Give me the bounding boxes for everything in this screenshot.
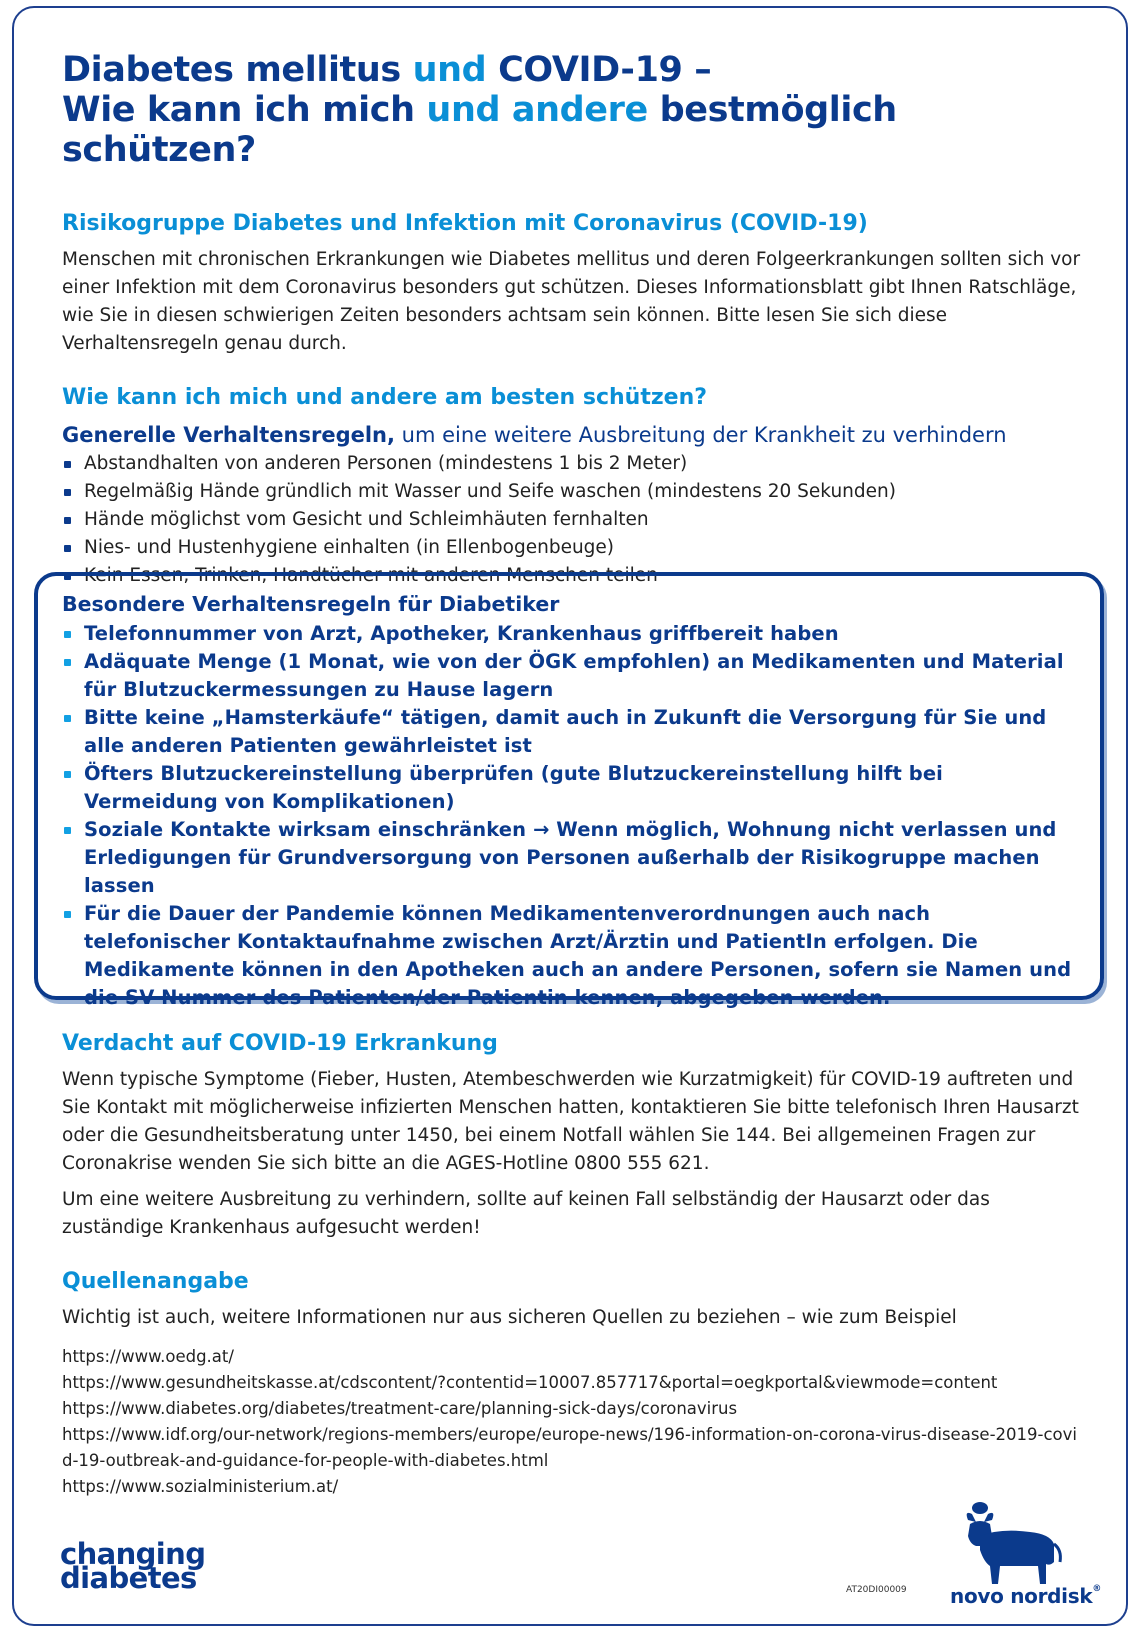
special-rules-inner <box>62 590 1082 1012</box>
top-content <box>62 50 1082 616</box>
risk-heading: Risikogruppe Diabetes und Infektion mit Coronavirus (COVID-19) <box>62 211 868 236</box>
risk-section <box>62 210 1082 358</box>
protect-heading: Wie kann ich mich und andere am besten schützen? <box>62 385 707 410</box>
title-line-2: Wie kann ich mich und andere bestmöglich schützen? <box>62 90 897 170</box>
sources-heading: Quellenangabe <box>62 1269 249 1294</box>
lower-content <box>62 1030 1082 1526</box>
sources-section <box>62 1268 1082 1500</box>
list-item: Telefonnummer von Arzt, Apotheker, Krankenhaus griffbereit haben <box>62 620 1082 648</box>
protect-subhead: Generelle Verhaltensregeln, um eine weitere Ausbreitung der Krankheit zu verhindern <box>62 423 1007 447</box>
suspicion-heading: Verdacht auf COVID-19 Erkrankung <box>62 1031 498 1056</box>
list-item: Bitte keine „Hamsterkäufe“ tätigen, damit auch in Zukunft die Versorgung für Sie und alle anderen Patienten gewährleistet ist <box>62 704 1082 760</box>
list-item: Regelmäßig Hände gründlich mit Wasser und Seife waschen (mindestens 20 Sekunden) <box>62 478 1082 506</box>
list-item: Kein Essen, Trinken, Handtücher mit anderen Menschen teilen <box>62 562 1082 590</box>
list-item: Abstandhalten von anderen Personen (mindestens 1 bis 2 Meter) <box>62 450 1082 478</box>
title-line-1: Diabetes mellitus und COVID-19 – <box>62 50 712 90</box>
risk-text: Menschen mit chronischen Erkrankungen wie Diabetes mellitus und deren Folgeerkrankungen sollten sich vor einer Infektion mit dem Coronavirus besonders gut schützen. Dieses Informationsblatt gibt Ihnen Ratschläge, wie Sie in diesen schwierigen Zeiten besonders achtsam sein können. Bitte lesen Sie sich diese Verhaltensregeln genau durch. <box>62 249 1081 354</box>
source-url[interactable]: https://www.diabetes.org/diabetes/treatment-care/planning-sick-days/coronavirus <box>62 1399 738 1418</box>
suspicion-section <box>62 1030 1082 1242</box>
changing-diabetes-logo: changing diabetes <box>60 1537 206 1595</box>
source-url[interactable]: https://www.gesundheitskasse.at/cdscontent/?contentid=10007.857717&portal=oegkportal&viewmode=content <box>62 1373 998 1392</box>
source-url[interactable]: https://www.idf.org/our-network/regions-members/europe/europe-news/196-information-on-corona-virus-disease-2019-covid-19-outbreak-and-guidance-for-people-with-diabetes.html <box>62 1425 1077 1470</box>
general-rules-list <box>62 450 1082 590</box>
novo-nordisk-logo: novo nordisk® <box>950 1584 1102 1608</box>
list-item: Nies- und Hustenhygiene einhalten (in Ellenbogenbeuge) <box>62 534 1082 562</box>
source-url[interactable]: https://www.oedg.at/ <box>62 1347 234 1366</box>
sources-intro: Wichtig ist auch, weitere Informationen nur aus sicheren Quellen zu beziehen – wie zum Beispiel <box>62 1307 957 1328</box>
registered-mark: ® <box>1092 1584 1102 1594</box>
suspicion-text-1: Wenn typische Symptome (Fieber, Husten, Atembeschwerden wie Kurzatmigkeit) für COVID-19 auftreten und Sie Kontakt mit möglicherweise infizierten Menschen hatten, kontaktieren Sie bitte telefonisch Ihren Hausarzt oder die Gesundheitsberatung unter 1450, bei einem Notfall wählen Sie 144. Bei allgemeinen Fragen zur Coronakrise wenden Sie sich bitte an die AGES-Hotline 0800 555 621. <box>62 1069 1079 1174</box>
special-heading: Besondere Verhaltensregeln für Diabetiker <box>62 592 560 616</box>
suspicion-text-2: Um eine weitere Ausbreitung zu verhindern, sollte auf keinen Fall selbständig der Hausarzt oder das zuständige Krankenhaus aufgesucht werden! <box>62 1189 990 1238</box>
page-title <box>62 50 1082 170</box>
list-item: Hände möglichst vom Gesicht und Schleimhäuten fernhalten <box>62 506 1082 534</box>
special-rules-list <box>62 620 1082 1012</box>
source-url-list <box>62 1344 1082 1500</box>
list-item: Adäquate Menge (1 Monat, wie von der ÖGK empfohlen) an Medikamenten und Material für Blutzuckermessungen zu Hause lagern <box>62 648 1082 704</box>
list-item: Für die Dauer der Pandemie können Medikamentenverordnungen auch nach telefonischer Kontaktaufnahme zwischen Arzt/Ärztin und PatientIn erfolgen. Die Medikamente können in den Apotheken auch an andere Personen, sofern sie Namen und die SV-Nummer des Patienten/der Patientin kennen, abgegeben werden. <box>62 900 1082 1012</box>
document-code: AT20DI00009 <box>846 1585 907 1595</box>
list-item: Öfters Blutzuckereinstellung überprüfen (gute Blutzuckereinstellung hilft bei Vermeidung von Komplikationen) <box>62 760 1082 816</box>
protect-section <box>62 384 1082 590</box>
source-url[interactable]: https://www.sozialministerium.at/ <box>62 1477 339 1496</box>
special-rules-box <box>34 572 1104 1009</box>
list-item: Soziale Kontakte wirksam einschränken → Wenn möglich, Wohnung nicht verlassen und Erledigungen für Grundversorgung von Personen außerhalb der Risikogruppe machen lassen <box>62 816 1082 900</box>
